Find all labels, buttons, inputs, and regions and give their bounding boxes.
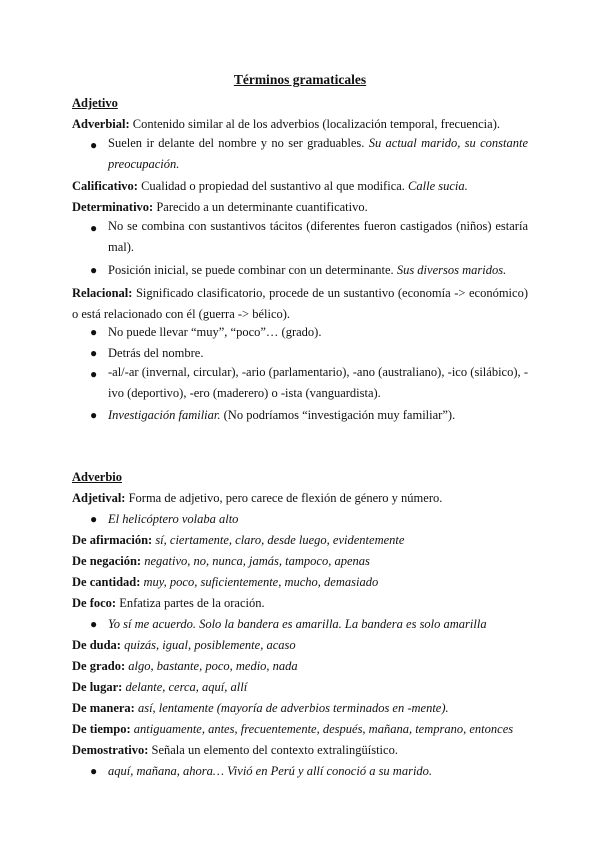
list-item: El helicóptero volaba alto: [108, 512, 239, 526]
list-item: Detrás del nombre.: [108, 346, 204, 360]
bullet-icon: ●: [90, 138, 98, 152]
list-item: aquí, mañana, ahora… Vivió en Perú y allí conoció a su marido.: [108, 764, 433, 778]
definition-adjetival: Adjetival: Forma de adjetivo, pero carece de flexión de género y número.: [72, 491, 443, 505]
definition-foco: De foco: Enfatiza partes de la oración.: [72, 596, 265, 610]
list-item: Suelen ir delante del nombre y no ser graduables. Su actual marido, su constante preocupación.: [108, 136, 528, 171]
bullet-icon: ●: [90, 346, 98, 360]
section-heading-adjetivo: Adjetivo: [72, 96, 118, 110]
list-item: No puede llevar “muy”, “poco”… (grado).: [108, 325, 322, 339]
definition-lugar: De lugar: delante, cerca, aquí, allí: [72, 680, 248, 694]
list-item: Investigación familiar. (No podríamos “investigación muy familiar”).: [108, 408, 456, 422]
definition-tiempo: De tiempo: antiguamente, antes, frecuentemente, después, mañana, temprano, entonces: [72, 722, 514, 736]
list-item: No se combina con sustantivos tácitos (diferentes fueron castigados (niños) estaría mal).: [108, 219, 528, 254]
bullet-icon: ●: [90, 367, 98, 381]
page-title: Términos gramaticales: [233, 72, 367, 87]
definition-determinativo: Determinativo: Parecido a un determinante cuantificativo.: [72, 200, 368, 214]
bullet-icon: ●: [90, 325, 98, 339]
bullet-icon: ●: [90, 263, 98, 277]
list-item: Posición inicial, se puede combinar con un determinante. Sus diversos maridos.: [108, 263, 507, 277]
bullet-icon: ●: [90, 617, 98, 631]
definition-adverbial: Adverbial: Contenido similar al de los adverbios (localización temporal, frecuencia).: [72, 117, 500, 131]
definition-duda: De duda: quizás, igual, posiblemente, acaso: [72, 638, 296, 652]
section-heading-adverbio: Adverbio: [72, 470, 122, 484]
definition-demostrativo: Demostrativo: Señala un elemento del contexto extralingüístico.: [72, 743, 398, 757]
term: Adverbial:: [72, 117, 130, 131]
definition-relacional: Relacional: Significado clasificatorio, procede de un sustantivo (economía -> económico) o está relacionado con él (guerra -> bélico).: [72, 286, 528, 321]
definition-grado: De grado: algo, bastante, poco, medio, nada: [72, 659, 298, 673]
definition-manera: De manera: así, lentamente (mayoría de adverbios terminados en -mente).: [72, 701, 449, 715]
definition-calificativo: Calificativo: Cualidad o propiedad del sustantivo al que modifica. Calle sucia.: [72, 179, 468, 193]
list-item: -al/-ar (invernal, circular), -ario (parlamentario), -ano (australiano), -ico (silábico), -ivo (deportivo), -ero (maderero) o -ista (vanguardista).: [108, 365, 528, 400]
list-item: Yo sí me acuerdo. Solo la bandera es amarilla. La bandera es solo amarilla: [108, 617, 487, 631]
definition-cantidad: De cantidad: muy, poco, suficientemente, mucho, demasiado: [72, 575, 379, 589]
bullet-icon: ●: [90, 221, 98, 235]
bullet-icon: ●: [90, 512, 98, 526]
definition-afirmacion: De afirmación: sí, ciertamente, claro, desde luego, evidentemente: [72, 533, 405, 547]
bullet-icon: ●: [90, 764, 98, 778]
bullet-icon: ●: [90, 408, 98, 422]
definition-negacion: De negación: negativo, no, nunca, jamás, tampoco, apenas: [72, 554, 370, 568]
